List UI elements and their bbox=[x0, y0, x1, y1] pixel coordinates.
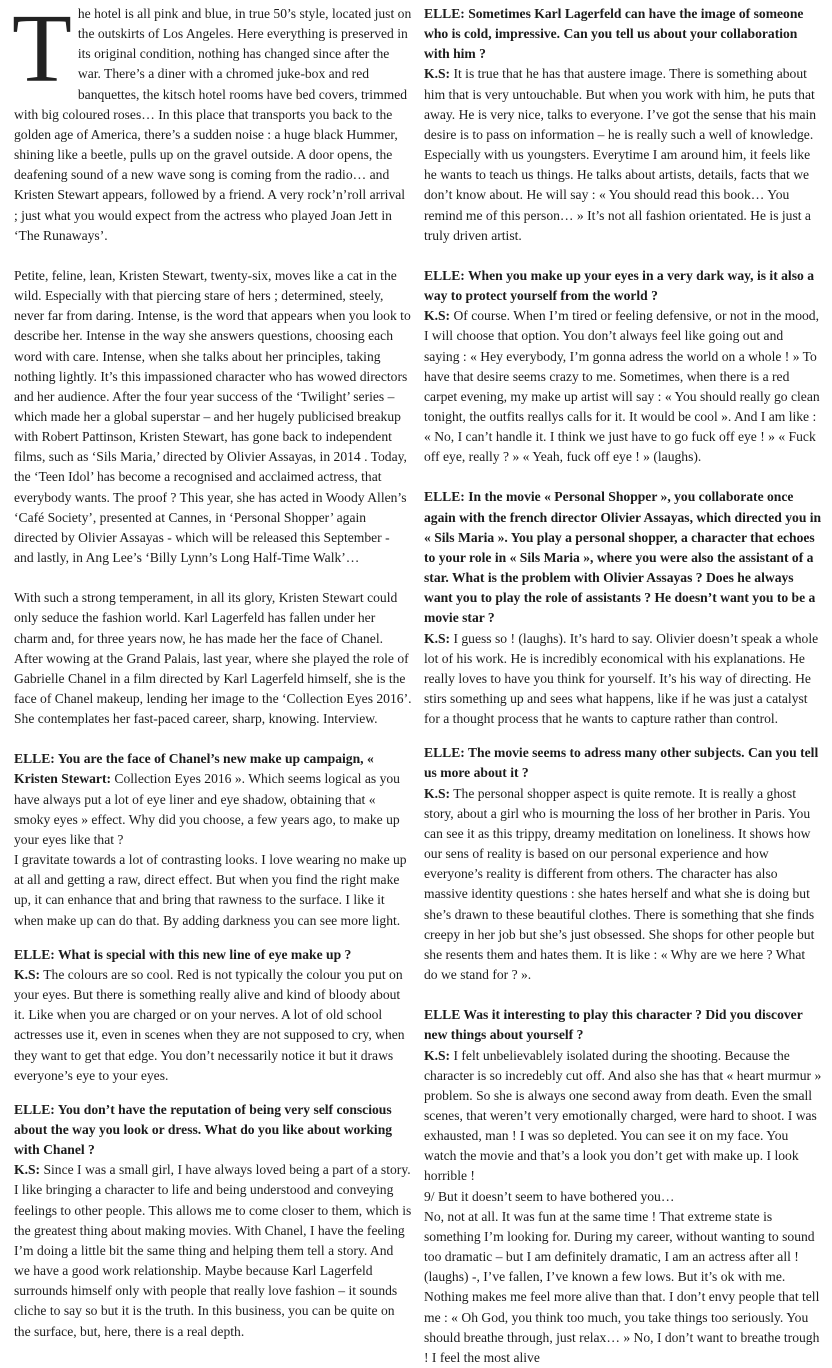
question-4: ELLE: Sometimes Karl Lagerfeld can have the image of someone who is cold, impressive. Can you tell us about your collaboration with him ? bbox=[424, 6, 804, 62]
left-column bbox=[12, 0, 412, 1342]
question-3: ELLE: You don’t have the reputation of being very self conscious about the way you look or dress. What do you like about working with Chanel ? bbox=[14, 1101, 393, 1158]
intro-paragraph-1: The hotel is all pink and blue, in true 50’s style, located just on the outskirts of Los Angeles. Here everything is preserved in its original condition, nothing has changed since after the war. There’s a diner with a chromed juke-box and red banquettes, the kitsch hotel rooms have bed covers, trimmed with big coloured roses… In this place that transports you back to the golden age of America, there’s a sudden noise : a huge black Hummer, shining like a beetle, pulls up on the gravel outside. A door opens, the deafening sound of a new wave song is coming from the radio… and Kristen Stewart appears, followed by a friend. A very rock’n’roll arrival ; just what you would expect from the actress who played Joan Jett in ‘The Runaways’. bbox=[12, 0, 412, 243]
answer-5: K.S: Of course. When I’m tired or feeling defensive, or not in the mood, I will choose that option. You don’t always feel like going out and saying : « Hey everybody, I’m gonna adress the world on a whole ! » To have that desire seems crazy to me. Sometimes, when there is a red carpet evening, my make up artist will say : « You should really go clean tonight, the outfits reallys calls for it. It would be cool ». And I am like : « No, I can’t handle it. I think we just have to go fuck off eye ! » « Fuck off eye, really ? » « Yeah, fuck off eye ! » (laughs). bbox=[424, 308, 820, 465]
answer-6: K.S: I guess so ! (laughs). It’s hard to say. Olivier doesn’t speak a whole lot of his work. He is incredibly economical with his explanations. He really loves to have you think for yourself. It’s his way of directing. He stirs something up and sees what happens, like if he was just a catalyst for a thought process that he wants to capture rather than control. bbox=[424, 630, 819, 727]
answer-2: K.S: The colours are so cool. Red is not typically the colour you put on your eyes. But there is something really alive and kind of bloody about it. Like when you are charged or on your nerves. A lot of old school actresses use it, even in scenes when they are not supposed to cry, when they want to get that edge. You don’t necessarily notice it but it draws everyone’s eye to your eyes. bbox=[14, 966, 405, 1083]
question-2: ELLE: What is special with this new line of eye make up ? bbox=[14, 946, 352, 962]
question-6: ELLE: In the movie « Personal Shopper », you collaborate once again with the french director Olivier Assayas, which directed you in « Sils Maria ». You play a personal shopper, a character that echoes to your role in « Sils Maria », where you were also the assistant of a star. What is the problem with Olivier Assayas ? Does he always want you to play the role of assistants ? He doesn’t want you to be a movie star ? bbox=[424, 489, 822, 626]
question-5: ELLE: When you make up your eyes in a very dark way, is it also a way to protect yourself from the world ? bbox=[424, 267, 814, 304]
answer-8: K.S: I felt unbelievablely isolated during the shooting. Because the character is so incredebly cut off. And also she has that « heart murmur » problem. So she is always one second away from death. Even the small scenes, that weren’t very emotionally charged, were hard to shoot. I was exhausted, man ! I was so depleted. You can see it on my face. You watch the movie and that’s a look you don’t get with make up. I look horrible ! bbox=[424, 1047, 822, 1184]
question-7: ELLE: The movie seems to adress many other subjects. Can you tell us more about it ? bbox=[424, 745, 819, 781]
intro-paragraph-2: Petite, feline, lean, Kristen Stewart, twenty-six, moves like a cat in the wild. Especially with that piercing stare of hers ; determined, steely, never far from daring. Intense, is the word that appears when you look to describe her. Intense in the way she answers questions, choosing each word with care. Intense, when she talks about her principles, taking nothing lightly. It’s this impassioned character who has wowed directors and her audience. After the four year success of the ‘Twilight’ series – which made her a global superstar – and her hugely publicised breakup with Robert Pattinson, Kristen Stewart, has gone back to independent films, such as ‘Sils Maria,’ directed by Olivier Assayas, in 2014 . Today, the ‘Teen Idol’ has become a recognised and acclaimed actress, that everybody wants. The proof ? This year, she has acted in Woody Allen’s ‘Café Society’, presented at Cannes, in ‘Personal Shopper’ again directed by Olivier Assayas - which will be released this September - and lastly, in Ang Lee’s ‘Billy Lynn’s Long Half-Time Walk’… bbox=[14, 267, 411, 566]
answer-3: K.S: Since I was a small girl, I have always loved being a part of a story. I like bringing a character to life and being understood and conveying feelings to other people. This allows me to come closer to them, which is the greatest thing about making movies. With Chanel, I have the feeling I’m doing a little bit the same thing and helping them tell a story. And we have a good work relationship. Maybe because Karl Lagerfeld surrounds himself only with people that really love fashion – it sounds cliche to say so but it is the truth. In this business, you can be quite on the surface, but, here, there is a real depth. bbox=[14, 1162, 412, 1339]
intro-paragraph-3: With such a strong temperament, in all its glory, Kristen Stewart could only seduce the fashion world. Karl Lagerfeld has fallen under her charm and, for three years now, he has made her the face of Chanel. After wowing at the Grand Palais, last year, where she played the role of Gabrielle Chanel in a film directed by Karl Lagerfeld himself, she is the face of Chanel makeup, lending her image to the ‘Collection Eyes 2016’. She contemplates her fast-paced career, sharp, knowing. Interview. bbox=[14, 590, 412, 727]
question-8: ELLE Was it interesting to play this character ? Did you discover new things about yourself ? bbox=[424, 1007, 803, 1043]
answer-4: K.S: It is true that he has that austere image. There is something about him that is very untouchable. But when you work with him, he puts that away. He is very nice, talks to everyone. I’ve got the sense that his main desire is to pass on information – he is really such a well of knowledge. Especially with us youngsters. Everytime I am around him, it feels like he wants to teach us things. He talks about artists, details, facts that we don’t know about. He will say : « You should read this book… You remind me of this person… » It’s not all fashion orientated. He is just a truly driven artist. bbox=[424, 66, 817, 243]
drop-cap: T bbox=[12, 0, 72, 103]
answer-1: I gravitate towards a lot of contrasting looks. I love wearing no make up at all and getting a raw, direct effect. But when you find the right make up, it can enhance that and bring that rawness to the surface. I like it when make up can do that. By adding darkness you can see more light. bbox=[14, 852, 407, 928]
answer-7: K.S: The personal shopper aspect is quite remote. It is really a ghost story, about a girl who is mourning the loss of her brother in Paris. You can see it as this trippy, dreamy meditation on loneliness. It shows how our sens of reality is based on our personal experience and how everyone’s reality is different from others. The character has also massive identity questions : she hates herself and what she is doing but she’s drawn to these beautiful clothes. There is something that she finds creepy in her job but she’s just obsessed. She shops for other people but she resents them and hates them. It is like : « Why are we here ? What do we stand for ? ». bbox=[424, 785, 815, 983]
followup-answer: No, not at all. It was fun at the same time ! That extreme state is something I’m looking for. During my career, without wanting to sound too dramatic – but I am definitely dramatic, I am an actress after all ! (laughs) -, I’ve fallen, I’ve known a few lows. But it’s ok with me. Nothing makes me feel more alive than that. I don’t envy people that tell me : « Oh God, you think too much, you take things too seriously. You should breathe through, just relax… » No, I don’t want to breathe trough ! I feel the most alive bbox=[424, 1208, 820, 1365]
question-1: ELLE: You are the face of Chanel’s new make up campaign, « Kristen Stewart: Collection Eyes 2016 ». Which seems logical as you have always put a lot of eye liner and eye shadow, obtaining that « smoky eyes » effect. Why did you choose, a few years ago, to make up your eyes like that ? bbox=[14, 751, 400, 847]
followup-question: 9/ But it doesn’t seem to have bothered you… bbox=[424, 1188, 675, 1204]
right-column bbox=[424, 4, 822, 1368]
